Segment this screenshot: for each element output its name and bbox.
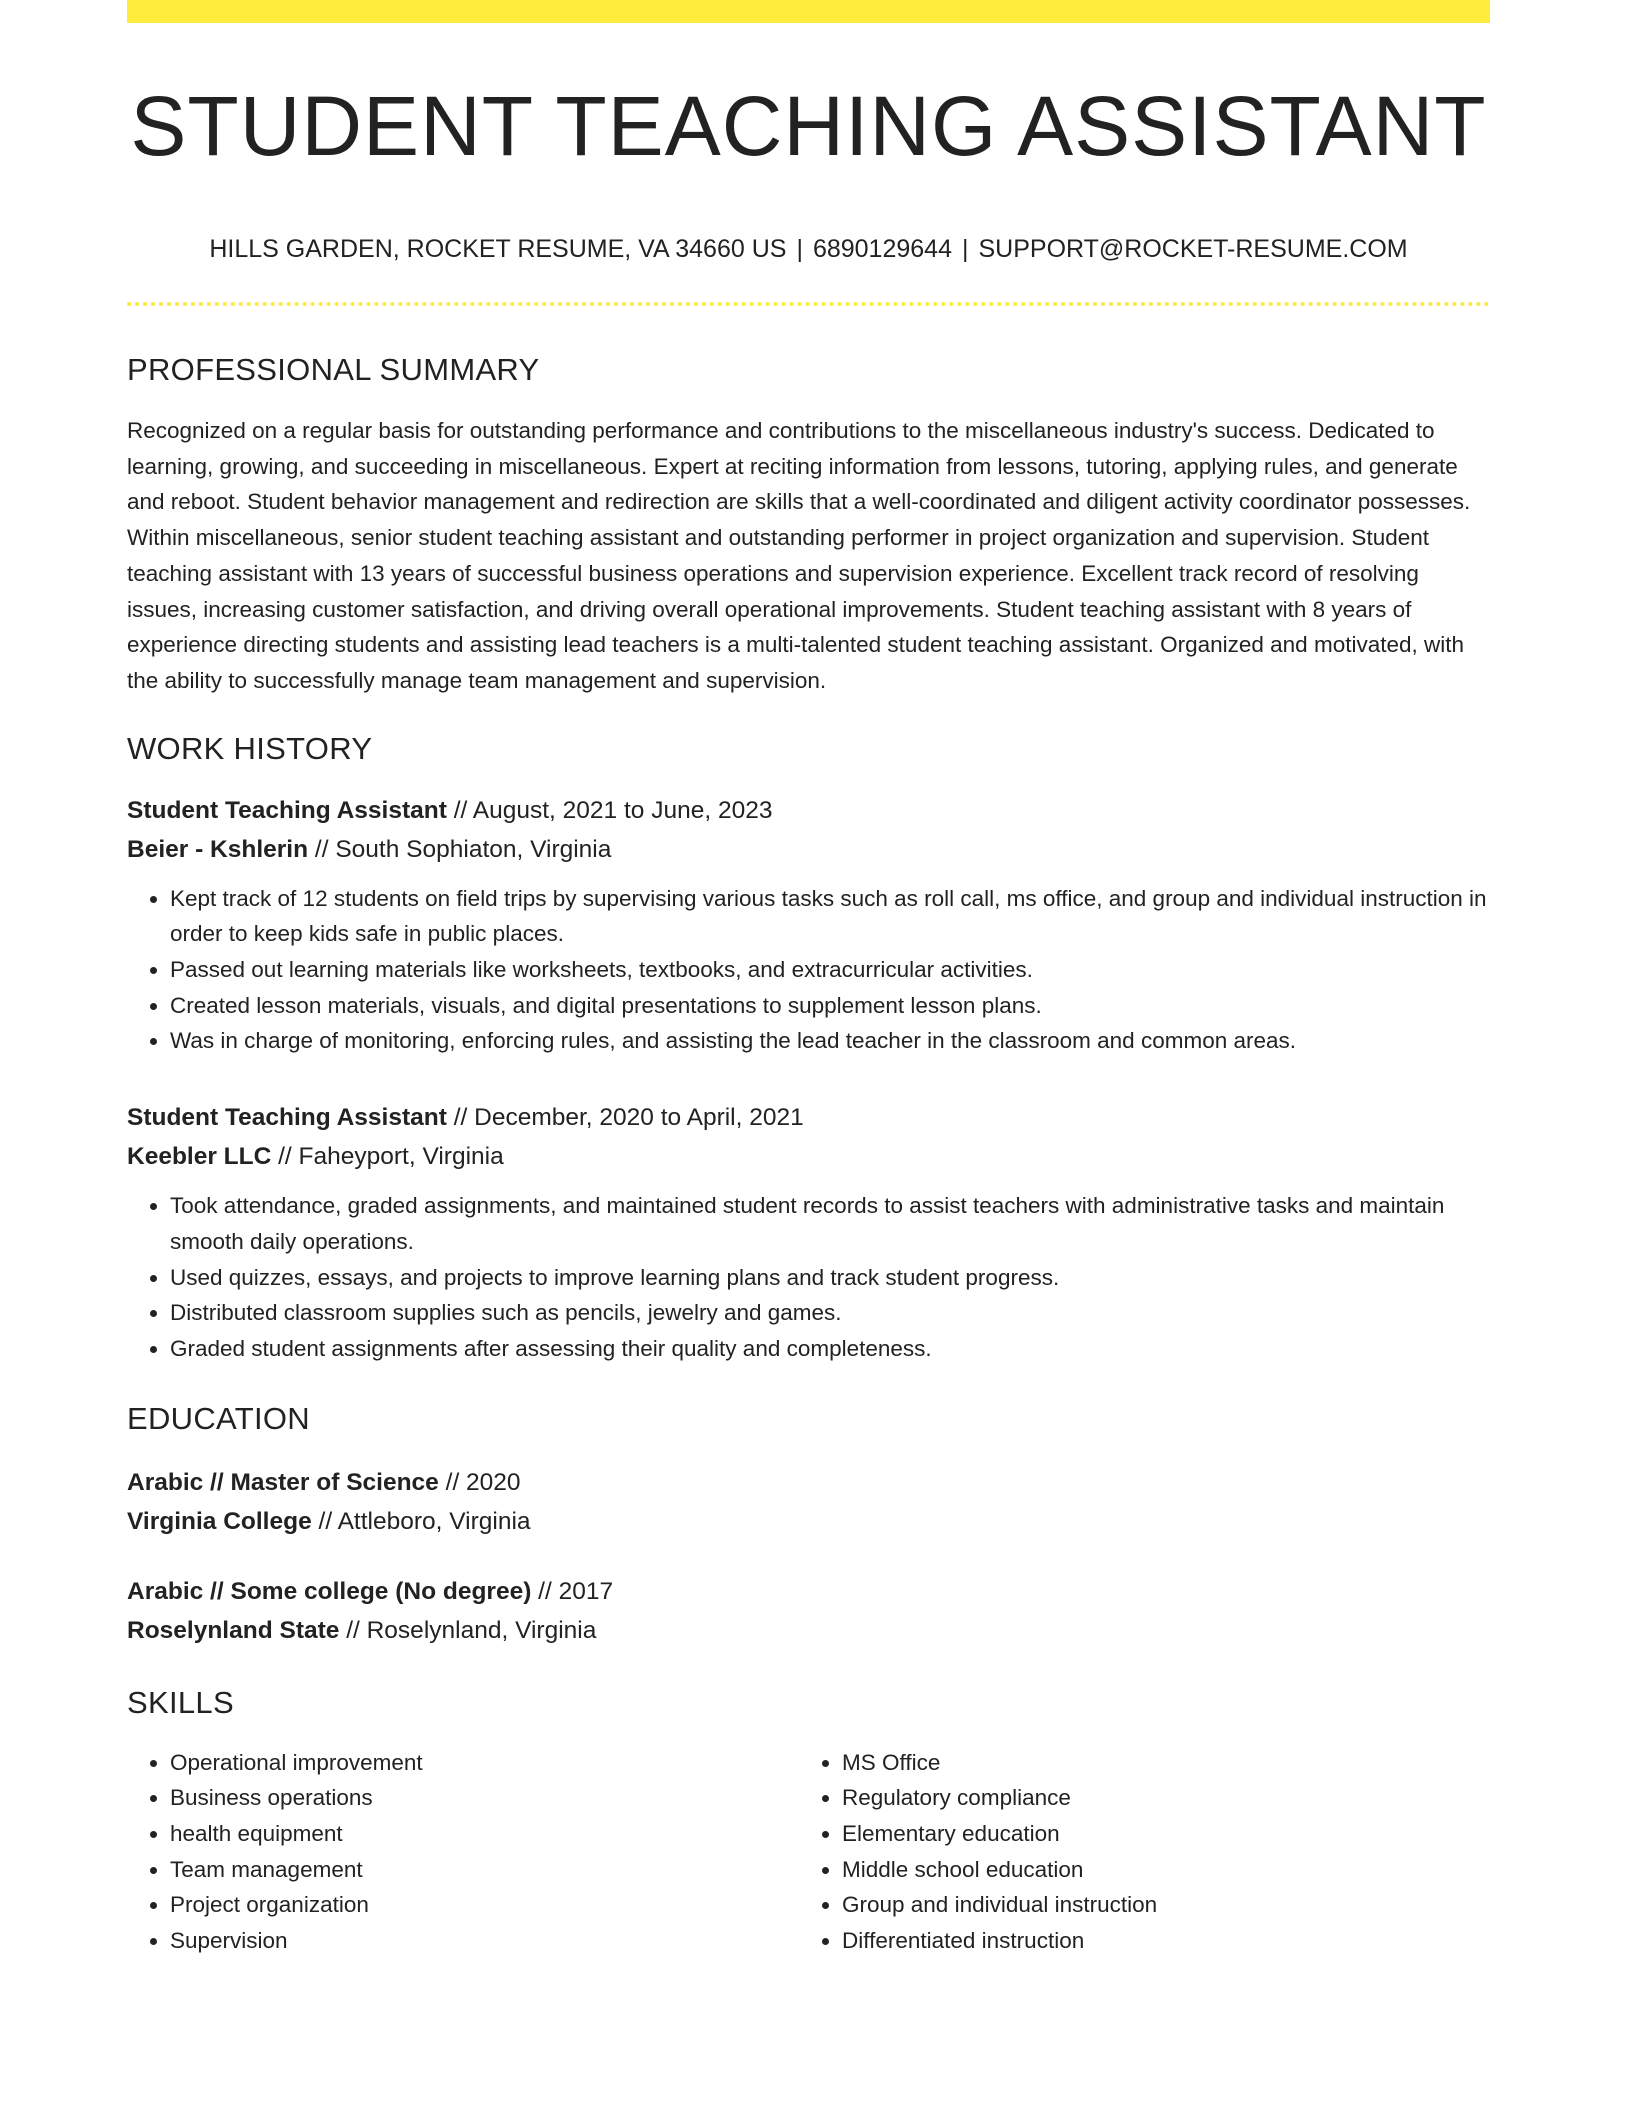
education-location: // Roselynland, Virginia (339, 1616, 597, 1644)
skill-item: • Team management (170, 1852, 799, 1888)
job-dates: // August, 2021 to June, 2023 (446, 796, 773, 824)
education-degree: Arabic // Some college (No degree) (127, 1577, 532, 1605)
job-location: // Faheyport, Virginia (271, 1143, 504, 1171)
skill-item: • Middle school education (842, 1852, 1471, 1888)
skill-item: • Business operations (170, 1780, 799, 1816)
job-company-line (127, 1137, 1490, 1176)
job-bullet: • Was in charge of monitoring, enforcing rules, and assisting the lead teacher in the classroom and common areas. (170, 1023, 1490, 1059)
job-bullet: • Passed out learning materials like worksheets, textbooks, and extracurricular activities. (170, 952, 1490, 988)
skill-item: • Project organization (170, 1887, 799, 1923)
education-school: Roselynland State (127, 1616, 340, 1644)
job-title-line (127, 791, 1490, 830)
job-entry (127, 1098, 1490, 1367)
job-entry (127, 791, 1490, 1060)
job-bullets (127, 881, 1490, 1060)
skill-item: • health equipment (170, 1816, 799, 1852)
resume-page (127, 0, 1490, 1959)
contact-line (127, 235, 1490, 264)
job-bullet: • Kept track of 12 students on field trips by supervising various tasks such as roll call, ms office, and group and individual instruction in order to keep kids safe in public places. (170, 881, 1490, 952)
job-bullet: • Took attendance, graded assignments, and maintained student records to assist teachers with administrative tasks and maintain smooth daily operations. (170, 1188, 1490, 1259)
contact-address: HILLS GARDEN, ROCKET RESUME, VA 34660 US (209, 235, 787, 263)
skill-item: • Differentiated instruction (842, 1923, 1471, 1959)
work-history-heading: WORK HISTORY (127, 730, 373, 766)
job-dates: // December, 2020 to April, 2021 (446, 1104, 804, 1132)
skills-column-left (127, 1745, 799, 1959)
education-year: // 2020 (438, 1468, 521, 1496)
education-entry (127, 1572, 1490, 1650)
education-school: Virginia College (127, 1507, 312, 1535)
skill-item: • Elementary education (842, 1816, 1471, 1852)
education-year: // 2017 (531, 1577, 614, 1605)
education-degree: Arabic // Master of Science (127, 1468, 439, 1496)
job-title: Student Teaching Assistant (127, 796, 447, 824)
education-location: // Attleboro, Virginia (311, 1507, 531, 1535)
education-school-line (127, 1502, 1490, 1541)
skill-item: • MS Office (842, 1745, 1471, 1781)
skill-item: • Regulatory compliance (842, 1780, 1471, 1816)
job-bullet: • Graded student assignments after assessing their quality and completeness. (170, 1331, 1490, 1367)
job-bullet: • Distributed classroom supplies such as pencils, jewelry and games. (170, 1295, 1490, 1331)
job-company: Beier - Kshlerin (127, 835, 309, 863)
contact-phone: 6890129644 (812, 235, 952, 263)
job-bullet: • Created lesson materials, visuals, and digital presentations to supplement lesson plans. (170, 988, 1490, 1024)
contact-separator: | (796, 235, 803, 263)
accent-top-bar (127, 0, 1490, 23)
education-heading: EDUCATION (127, 1400, 310, 1436)
education-degree-line (127, 1572, 1490, 1611)
skill-item: • Group and individual instruction (842, 1887, 1471, 1923)
skills-heading: SKILLS (127, 1684, 234, 1720)
job-title-line (127, 1098, 1490, 1137)
summary-text: Recognized on a regular basis for outstanding performance and contributions to the miscellaneous industry's success. Dedicated to learning, growing, and succeeding in miscellaneous. Expert at reciting information from lessons, tutoring, applying rules, and generate and reboot. Student behavior management and redirection are skills that a well-coordinated and diligent activity coordinator possesses. Within miscellaneous, senior student teaching assistant and outstanding performer in project organization and supervision. Student teaching assistant with 13 years of successful business operations and supervision experience. Excellent track record of resolving issues, increasing customer satisfaction, and driving overall operational improvements. Student teaching assistant with 8 years of experience directing students and assisting lead teachers is a multi-talented student teaching assistant. Organized and motivated, with the ability to successfully manage team management and supervision. (127, 418, 1471, 693)
job-title: Student Teaching Assistant (127, 1104, 447, 1132)
contact-separator: | (961, 235, 969, 263)
job-bullet: • Used quizzes, essays, and projects to improve learning plans and track student progress. (170, 1260, 1490, 1296)
education-entry (127, 1463, 1490, 1541)
contact-email: SUPPORT@ROCKET-RESUME.COM (978, 235, 1408, 263)
summary-heading: PROFESSIONAL SUMMARY (127, 352, 540, 387)
job-bullets (127, 1188, 1490, 1367)
skill-item: • Operational improvement (170, 1745, 799, 1781)
skill-item: • Supervision (170, 1923, 799, 1959)
job-company: Keebler LLC (127, 1143, 272, 1171)
education-degree-line (127, 1463, 1490, 1502)
job-company-line (127, 830, 1490, 869)
skills-column-right (799, 1745, 1471, 1959)
skills-list (127, 1745, 1490, 1959)
dotted-divider (127, 302, 1490, 306)
job-location: // South Sophiaton, Virginia (308, 835, 612, 863)
education-school-line (127, 1611, 1490, 1650)
resume-name: STUDENT TEACHING ASSISTANT (130, 79, 1487, 173)
